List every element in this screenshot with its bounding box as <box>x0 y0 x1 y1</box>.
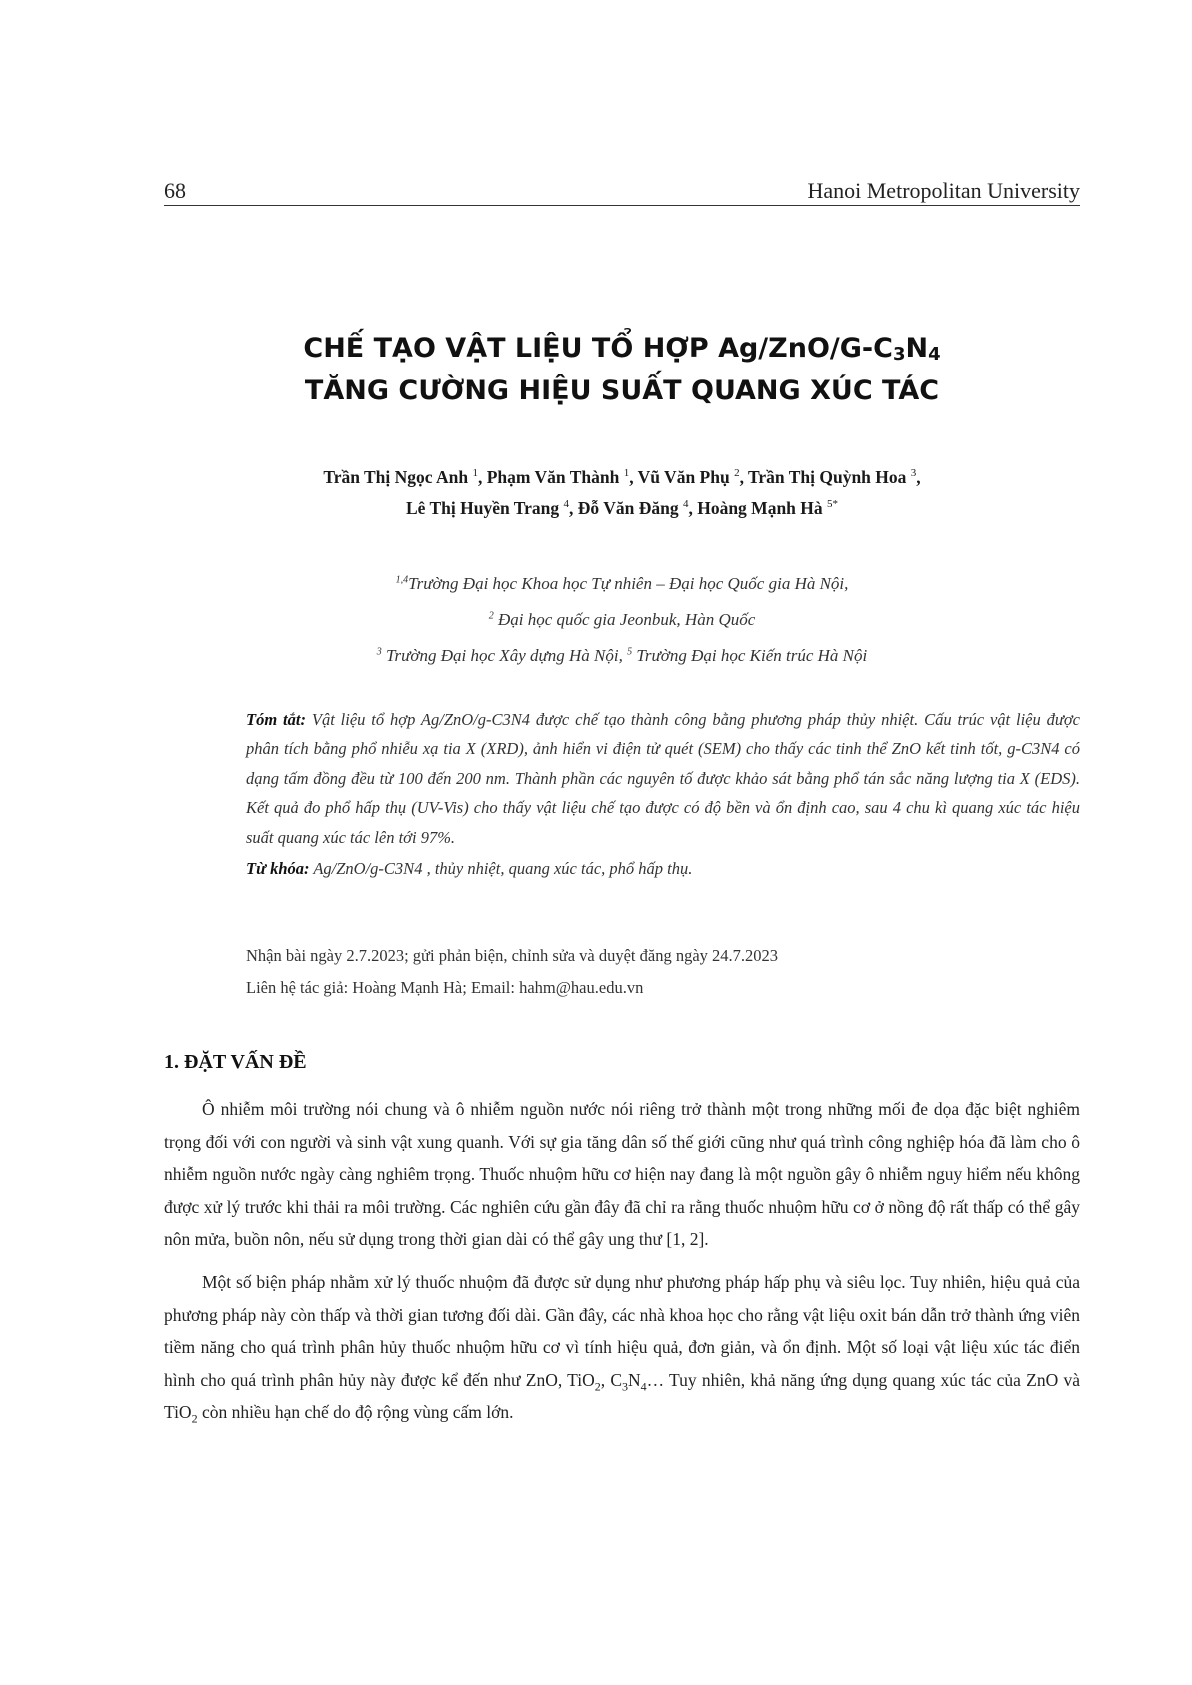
author: Hoàng Mạnh Hà <box>697 498 823 518</box>
title-line-2: TĂNG CƯỜNG HIỆU SUẤT QUANG XÚC TÁC <box>304 375 940 406</box>
header-rule <box>164 205 1080 206</box>
received-dates: Nhận bài ngày 2.7.2023; gửi phản biện, chỉnh sửa và duyệt đăng ngày 24.7.2023 <box>246 946 779 965</box>
journal-name: Hanoi Metropolitan University <box>807 178 1080 203</box>
article-meta <box>246 940 1080 1004</box>
paper-title <box>164 328 1080 412</box>
keywords: Từ khóa: Ag/ZnO/g-C3N4 , thủy nhiệt, quang xúc tác, phổ hấp thụ. <box>246 859 693 879</box>
contact-info: Liên hệ tác giả: Hoàng Mạnh Hà; Email: hahm@hau.edu.vn <box>246 978 644 997</box>
abstract-text: Tóm tắt: Vật liệu tổ hợp Ag/ZnO/g-C3N4 được chế tạo thành công bằng phương pháp thủy nhiệt. Cấu trúc vật liệu được phân tích bằng phổ nhiễu xạ tia X (XRD), ảnh hiển vi điện tử quét (SEM) cho thấy các tinh thể ZnO kết tinh tốt, g-C3N4 có dạng tấm đồng đều từ 100 đến 200 nm. Thành phần các nguyên tố được khảo sát bằng phổ tán sắc năng lượng tia X (EDS). Kết quả đo phổ hấp thụ (UV-Vis) cho thấy vật liệu chế tạo được có độ bền và ổn định cao, sau 4 chu kì quang xúc tác hiệu suất quang xúc tác lên tới 97%. <box>246 710 1080 847</box>
affiliation-line: $^3$ Trường Đại học Xây dựng Hà Nội, $^5$ Trường Đại học Kiến trúc Hà Nội <box>376 646 868 665</box>
section-heading: 1. ĐẶT VẤN ĐỀ <box>164 1051 307 1073</box>
author: Lê Thị Huyền Trang <box>405 498 560 518</box>
author: Đỗ Văn Đăng <box>577 498 679 518</box>
title-line-1: CHẾ TẠO VẬT LIỆU TỔ HỢP $Ag/ZnO/G-C_3N_4$ <box>303 333 941 365</box>
author: Trần Thị Ngọc Anh <box>323 467 469 487</box>
body-text <box>164 1093 1080 1439</box>
running-header <box>164 172 1080 204</box>
page-number: 68 <box>164 178 186 203</box>
affiliations <box>164 566 1080 674</box>
affiliation-line: $^2$ Đại học quốc gia Jeonbuk, Hàn Quốc <box>488 610 756 629</box>
paragraph: Một số biện pháp nhằm xử lý thuốc nhuộm đã được sử dụng như phương pháp hấp phụ và siêu lọc. Tuy nhiên, hiệu quả của phương pháp này còn thấp và thời gian tương đối dài. Gần đây, các nhà khoa học cho rằng vật liệu oxit bán dẫn trở thành ứng viên tiềm năng cho quá trình phân hủy thuốc nhuộm hữu cơ vì tính hiệu quả, đơn giản, và ổn định. Một số loại vật liệu xúc tác điển hình cho quá trình phân hủy này được kể đến như ZnO, TiO$_2$, $C_3N_4\dots$ Tuy nhiên, khả năng ứng dụng quang xúc tác của ZnO và TiO$_2$ còn nhiều hạn chế do độ rộng vùng cấm lớn. <box>164 1271 1080 1426</box>
author: Phạm Văn Thành <box>486 467 620 487</box>
author: Vũ Văn Phụ <box>637 467 730 487</box>
author: Trần Thị Quỳnh Hoa <box>748 467 907 487</box>
abstract <box>246 705 1080 883</box>
affiliation-line: $^{1,4}$Trường Đại học Khoa học Tự nhiên – Đại học Quốc gia Hà Nội, <box>395 574 849 593</box>
paragraph: Ô nhiễm môi trường nói chung và ô nhiễm nguồn nước nói riêng trở thành một trong những mối đe dọa đặc biệt nghiêm trọng đối với con người và sinh vật xung quanh. Với sự gia tăng dân số thế giới cũng như quá trình công nghiệp hóa đã làm cho ô nhiễm nguồn nước ngày càng nghiêm trọng. Thuốc nhuộm hữu cơ hiện nay đang là một nguồn gây ô nhiễm nguy hiểm nếu không được xử lý trước khi thải ra môi trường. Các nghiên cứu gần đây đã chỉ ra rằng thuốc nhuộm hữu cơ ở nồng độ rất thấp có thể gây nôn mửa, buồn nôn, nếu sử dụng trong thời gian dài có thể gây ung thư [1, 2]. <box>164 1099 1080 1250</box>
author-list: Trần Thị Ngọc Anh $^1$, Phạm Văn Thành $^1$, Vũ Văn Phụ $^2$, Trần Thị Quỳnh Hoa $^3$, Lê Thị Huyền Trang $^4$, Đỗ Văn Đăng $^4$, Hoàng Mạnh Hà $^{5*}$ <box>323 467 921 518</box>
